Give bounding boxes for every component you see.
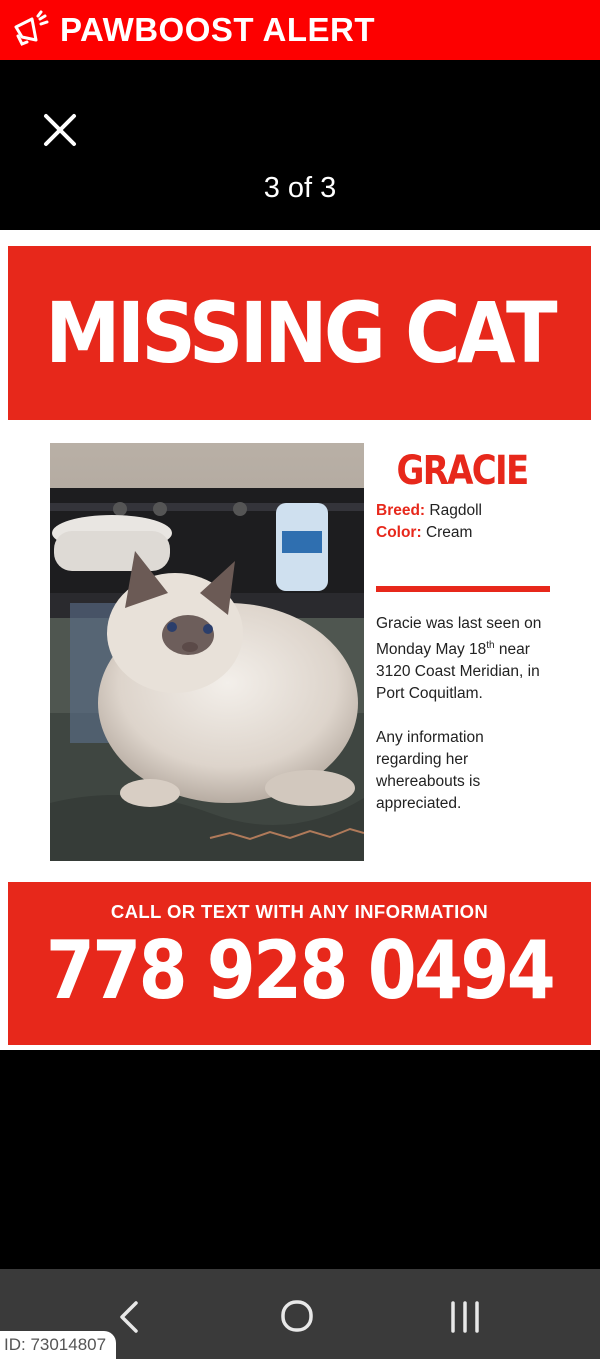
desc-line: whereabouts is <box>376 773 481 791</box>
desc-line: Monday May 18 <box>376 641 487 659</box>
missing-pet-poster <box>0 230 600 1050</box>
contact-cta: CALL OR TEXT WITH ANY INFORMATION <box>110 901 489 922</box>
back-chevron-icon <box>104 1297 154 1337</box>
id-tag: ID: 73014807 <box>0 1331 116 1359</box>
phone-number: 778 928 0494 <box>45 924 554 1017</box>
color-label: Color: <box>376 524 422 541</box>
alert-bar <box>0 0 600 60</box>
desc-line: Gracie was last seen on <box>376 615 542 632</box>
color-value: Cream <box>425 524 473 541</box>
breed-label: Breed: <box>376 502 426 519</box>
cat-photo <box>50 443 364 861</box>
recents-bars-icon <box>440 1297 490 1337</box>
desc-line: near <box>494 641 530 659</box>
home-circle-icon <box>272 1297 322 1337</box>
desc-line: regarding her <box>376 751 469 769</box>
contact-banner <box>8 882 591 1045</box>
desc-line: appreciated. <box>376 795 462 813</box>
poster-headline: MISSING CAT <box>45 284 554 382</box>
recents-button[interactable] <box>440 1297 490 1337</box>
divider <box>376 586 550 592</box>
desc-line: Port Coquitlam. <box>376 685 483 703</box>
pet-description <box>376 613 566 837</box>
pet-name: GRACIE <box>396 448 528 494</box>
breed-value: Ragdoll <box>429 502 482 519</box>
desc-line: 3120 Coast Meridian, in <box>376 663 540 681</box>
headline-banner <box>8 246 591 420</box>
desc-line: Any information <box>376 729 484 747</box>
image-counter: 3 of 3 <box>263 172 337 204</box>
alert-title: PAWBOOST ALERT <box>60 11 375 48</box>
pet-facts <box>376 500 482 544</box>
back-button[interactable] <box>104 1297 154 1337</box>
info-request-text <box>376 727 566 815</box>
breed-row <box>376 500 482 522</box>
desc-superscript: th <box>486 640 495 651</box>
home-button[interactable] <box>272 1297 322 1337</box>
last-seen-text <box>376 613 566 705</box>
color-row <box>376 522 482 544</box>
megaphone-icon <box>8 8 52 52</box>
close-icon <box>38 110 82 154</box>
close-button[interactable] <box>38 110 82 154</box>
